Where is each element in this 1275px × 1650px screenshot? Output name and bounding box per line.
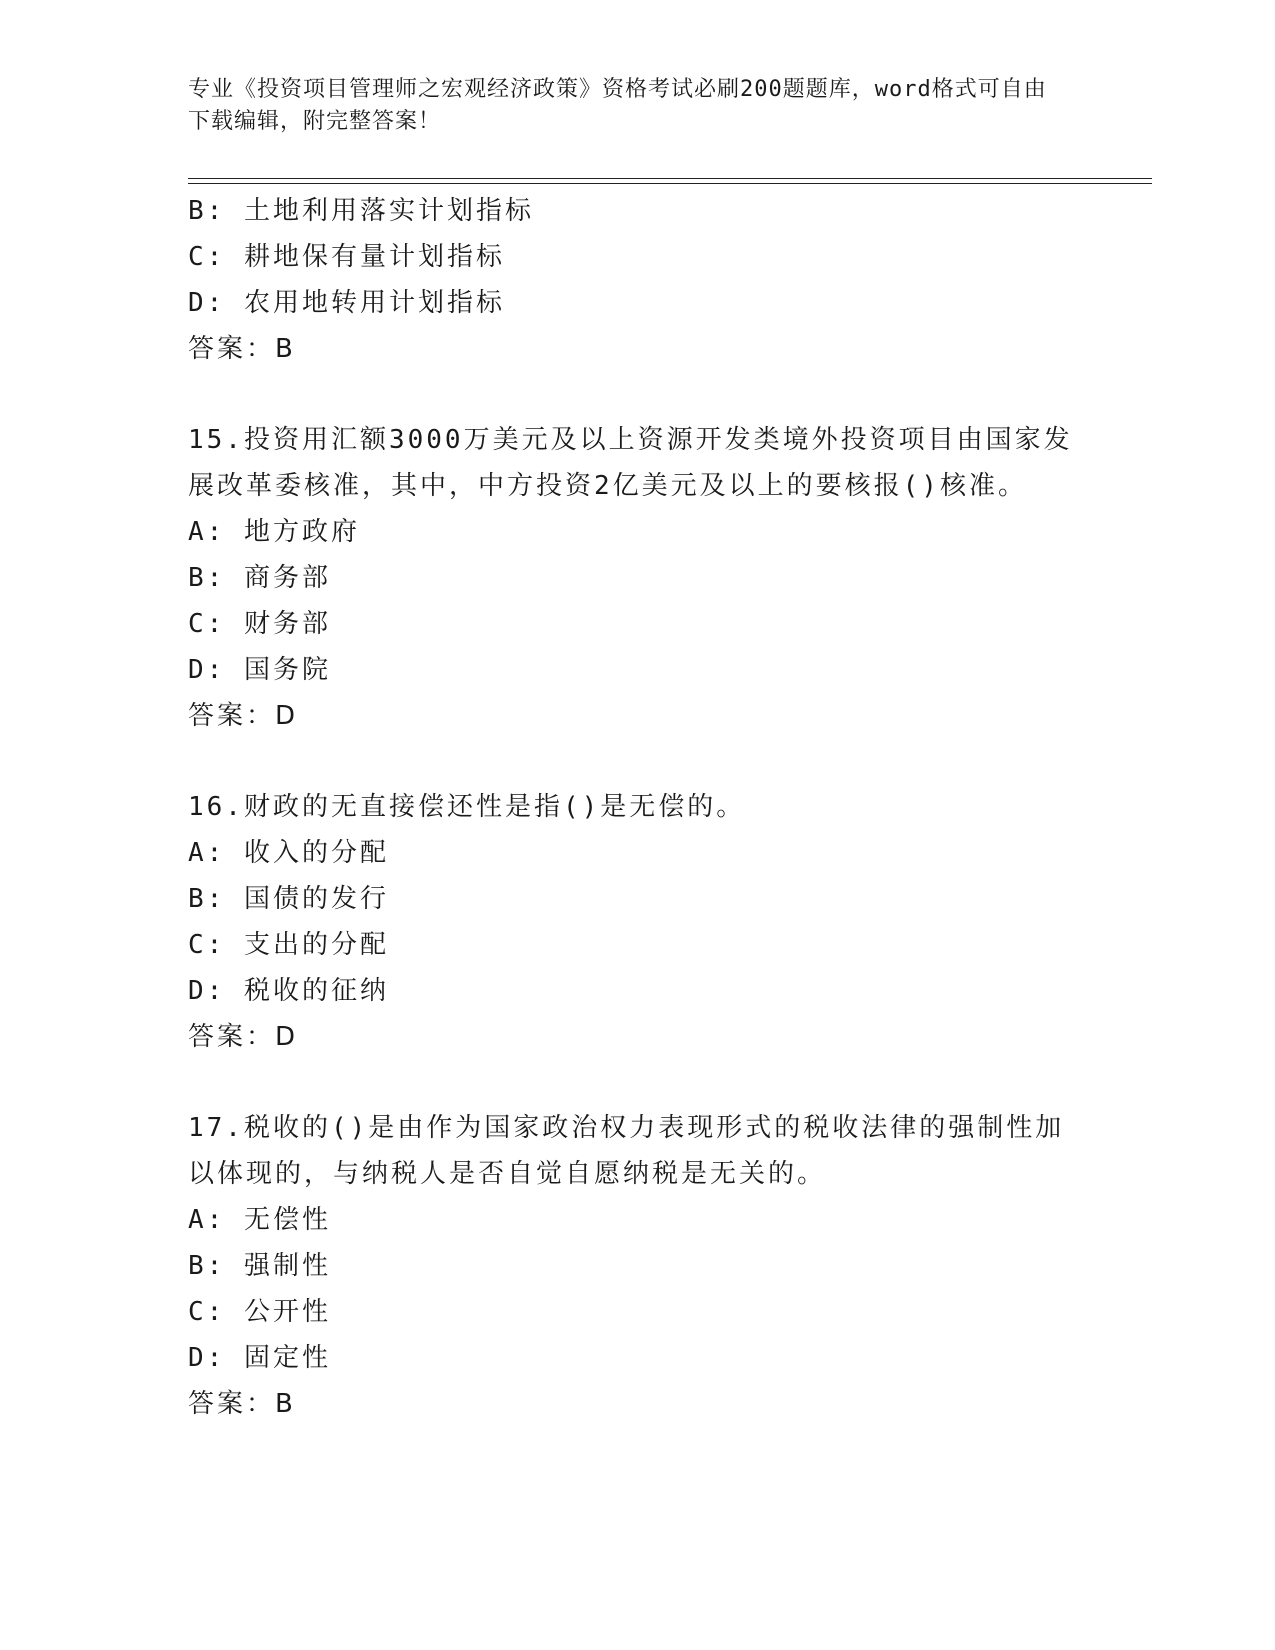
- question-text: 15.投资用汇额3000万美元及以上资源开发类境外投资项目由国家发展改革委核准，其中，中方投资2亿美元及以上的要核报()核准。: [188, 425, 1073, 501]
- question-16: [188, 784, 1088, 1060]
- option-d: D: 税收的征纳: [188, 976, 389, 1006]
- answer-value: D: [275, 701, 296, 731]
- document-header: [188, 74, 1068, 138]
- header-rule-top: [188, 178, 1152, 179]
- answer-label: 答案：: [188, 1389, 276, 1419]
- answer-value: B: [275, 1389, 293, 1419]
- answer-line: [188, 326, 1088, 372]
- option-b: B: 国债的发行: [188, 884, 389, 914]
- continued-question: [188, 188, 1088, 372]
- question-17: [188, 1105, 1088, 1427]
- option-d: D: 农用地转用计划指标: [188, 288, 505, 318]
- option-b: B: 强制性: [188, 1251, 331, 1281]
- header-rule-bottom: [188, 183, 1152, 184]
- answer-label: 答案：: [188, 334, 276, 364]
- question-text: 16.财政的无直接偿还性是指()是无偿的。: [188, 792, 746, 822]
- option-a: A: 收入的分配: [188, 838, 389, 868]
- answer-label: 答案：: [188, 701, 276, 731]
- option-c: C: 财务部: [188, 609, 331, 639]
- option-c: C: 公开性: [188, 1297, 331, 1327]
- option-a: A: 无偿性: [188, 1205, 331, 1235]
- answer-line: [188, 693, 1088, 739]
- question-15: [188, 417, 1088, 739]
- option-c: C: 支出的分配: [188, 930, 389, 960]
- option-d: D: 国务院: [188, 655, 331, 685]
- option-a: A: 地方政府: [188, 517, 360, 547]
- answer-label: 答案：: [188, 1022, 276, 1052]
- option-b: B: 土地利用落实计划指标: [188, 196, 534, 226]
- answer-line: [188, 1014, 1088, 1060]
- answer-value: D: [275, 1022, 296, 1052]
- question-text: 17.税收的()是由作为国家政治权力表现形式的税收法律的强制性加以体现的，与纳税人是否自觉自愿纳税是无关的。: [188, 1113, 1065, 1189]
- answer-line: [188, 1381, 1088, 1427]
- question-list: [188, 188, 1088, 1427]
- option-b: B: 商务部: [188, 563, 331, 593]
- option-d: D: 固定性: [188, 1343, 331, 1373]
- answer-value: B: [275, 334, 293, 364]
- option-c: C: 耕地保有量计划指标: [188, 242, 505, 272]
- header-title: 专业《投资项目管理师之宏观经济政策》资格考试必刷200题题库，word格式可自由下载编辑，附完整答案！: [188, 77, 1047, 134]
